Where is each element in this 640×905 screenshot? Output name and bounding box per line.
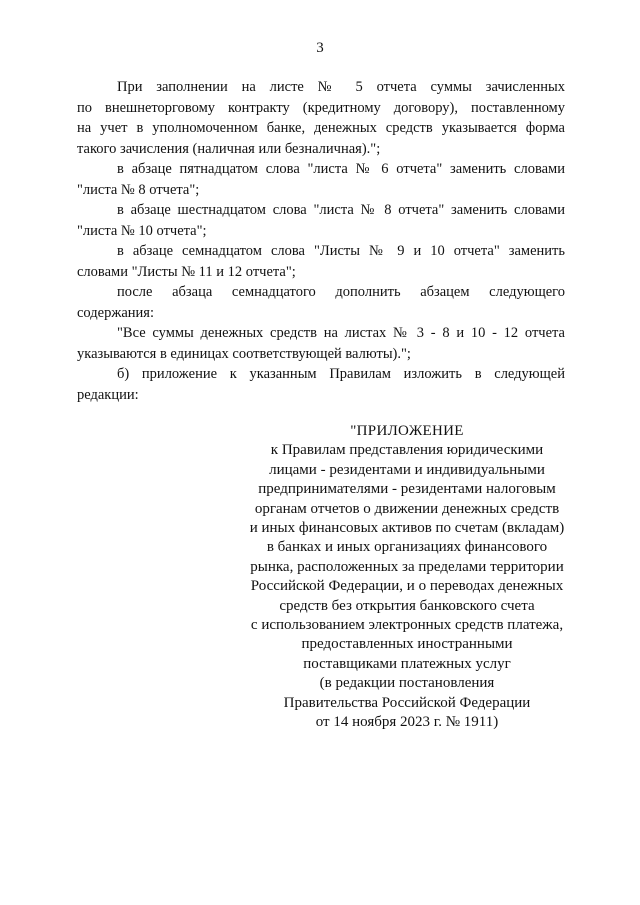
appendix-line: поставщиками платежных услуг: [303, 655, 511, 672]
appendix-line: предоставленных иностранными: [301, 636, 513, 653]
text-line: на учет в уполномоченном банке, денежных средств указывается форма: [77, 120, 565, 136]
appendix-line: Правительства Российской Федерации: [283, 694, 531, 711]
text-line: после абзаца семнадцатого дополнить абзацем следующего: [117, 284, 565, 300]
appendix-line: к Правилам представления юридическими: [270, 442, 544, 459]
text-line: словами "Листы № 11 и 12 отчета";: [77, 263, 296, 280]
text-line: в абзаце пятнадцатом слова "листа № 6 отчета" заменить словами: [117, 161, 565, 177]
text-line: "листа № 10 отчета";: [77, 222, 207, 239]
appendix-line: предпринимателями - резидентами налоговым: [258, 481, 556, 498]
text-line: указываются в единицах соответствующей валюты).";: [77, 345, 411, 362]
text-line: При заполнении на листе № 5 отчета суммы зачисленных: [117, 79, 565, 95]
paragraph-quote-currency: [77, 323, 565, 364]
text-line: редакции:: [77, 386, 139, 403]
text-line: б) приложение к указанным Правилам изложить в следующей: [117, 366, 565, 382]
paragraph-abzac-16: [77, 200, 565, 241]
paragraph-abzac-15: [77, 159, 565, 200]
text-line: содержания:: [77, 304, 155, 321]
appendix-block: [222, 422, 592, 733]
appendix-line: Российской Федерации, и о переводах денежных: [250, 578, 564, 595]
appendix-line: (в редакции постановления: [319, 675, 495, 692]
appendix-line: рынка, расположенных за пределами территории: [250, 558, 564, 575]
appendix-line: от 14 ноября 2023 г. № 1911): [315, 714, 499, 731]
paragraph-add-abzac: [77, 282, 565, 323]
appendix-line: органам отчетов о движении денежных средств: [254, 500, 560, 517]
appendix-line: и иных финансовых активов по счетам (вкладам): [249, 520, 565, 537]
text-line: в абзаце шестнадцатом слова "листа № 8 отчета" заменить словами: [117, 202, 565, 218]
appendix-heading: "ПРИЛОЖЕНИЕ: [350, 423, 464, 439]
paragraph-sheet5-note: [77, 77, 565, 159]
appendix-line: лицами - резидентами и индивидуальными: [269, 461, 545, 478]
page-number: 3: [316, 40, 324, 56]
text-line: такого зачисления (наличная или безналичная).";: [77, 140, 381, 157]
appendix-line: в банках и иных организациях финансового: [266, 539, 548, 556]
paragraph-appendix-intro: [77, 364, 565, 405]
text-line: "листа № 8 отчета";: [77, 181, 200, 198]
appendix-line: средств без открытия банковского счета: [279, 597, 535, 614]
document-body: [77, 77, 565, 405]
text-line: по внешнеторговому контракту (кредитному договору), поставленному: [77, 99, 565, 116]
appendix-line: с использованием электронных средств платежа,: [250, 617, 564, 634]
text-line: в абзаце семнадцатом слова "Листы № 9 и 10 отчета" заменить: [117, 243, 565, 259]
paragraph-abzac-17: [77, 241, 565, 282]
text-line: "Все суммы денежных средств на листах № 3 - 8 и 10 - 12 отчета: [117, 325, 565, 341]
